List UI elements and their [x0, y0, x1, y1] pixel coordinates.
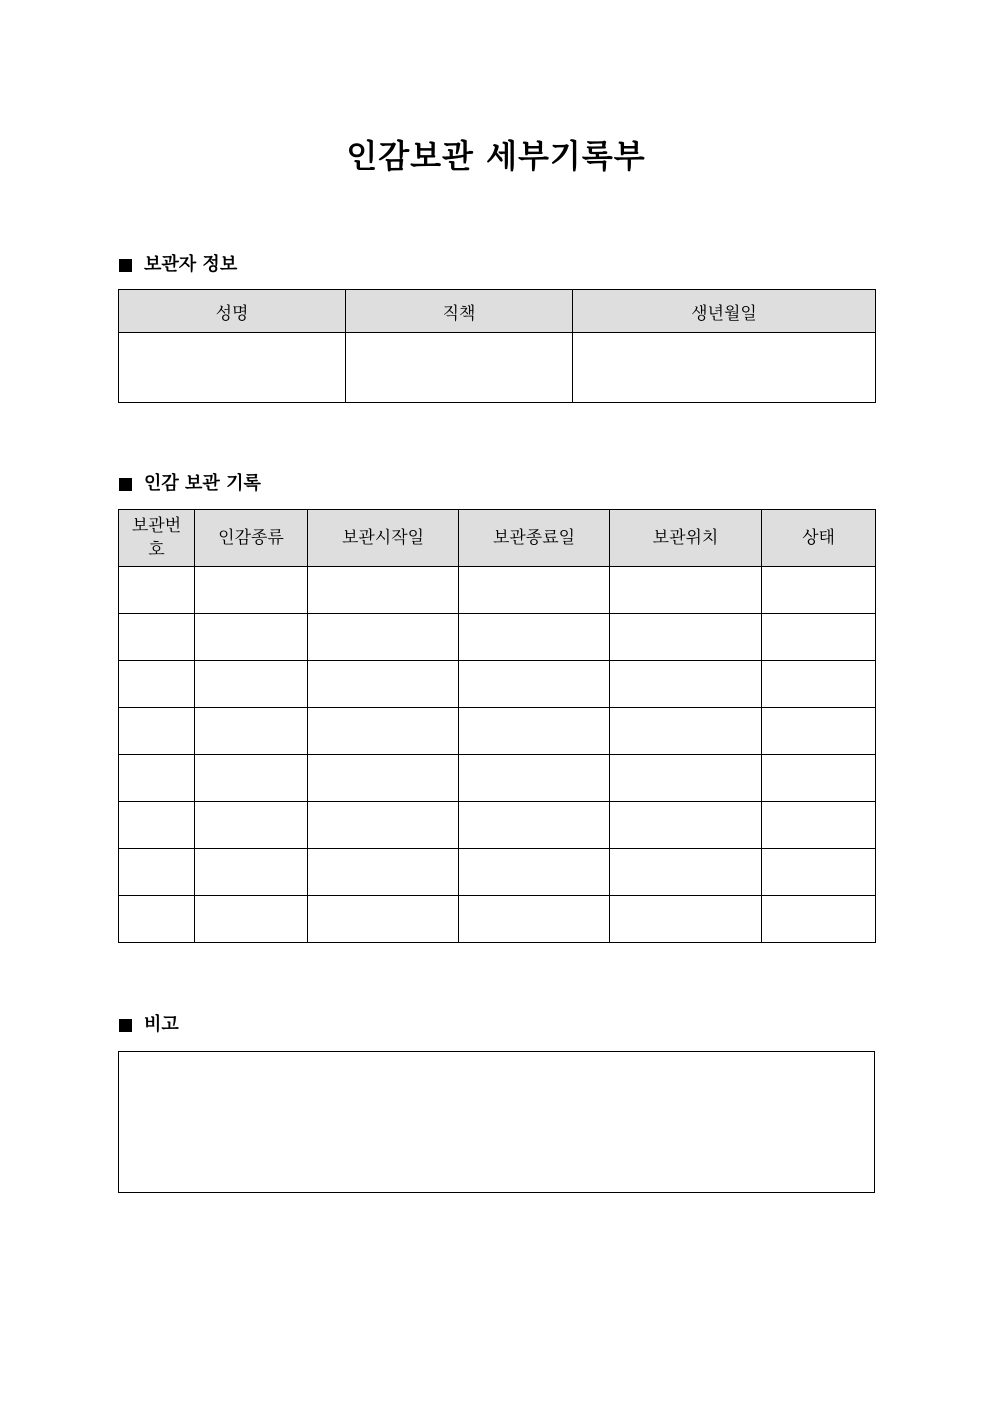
table-row: [119, 567, 876, 614]
header-location: 보관위치: [610, 510, 762, 567]
header-end-date: 보관종료일: [459, 510, 610, 567]
status-cell[interactable]: [762, 755, 876, 802]
seal-type-cell[interactable]: [195, 802, 308, 849]
name-field[interactable]: [119, 333, 346, 403]
start-date-cell[interactable]: [308, 755, 459, 802]
status-cell[interactable]: [762, 849, 876, 896]
record-section-label: 인감 보관 기록: [144, 473, 261, 494]
storage-number-cell[interactable]: [119, 567, 195, 614]
table-row: [119, 661, 876, 708]
seal-record-table: [118, 509, 876, 943]
storage-number-cell[interactable]: [119, 849, 195, 896]
table-row: [119, 755, 876, 802]
table-row: [119, 849, 876, 896]
status-cell[interactable]: [762, 896, 876, 943]
record-header-row: [119, 510, 876, 567]
start-date-cell[interactable]: [308, 802, 459, 849]
table-row: [119, 802, 876, 849]
holder-info-table: [118, 289, 876, 403]
remarks-section-heading: [119, 1013, 179, 1037]
end-date-cell[interactable]: [459, 896, 610, 943]
start-date-cell[interactable]: [308, 614, 459, 661]
status-cell[interactable]: [762, 708, 876, 755]
birthdate-field[interactable]: [573, 333, 876, 403]
record-section-heading: [119, 472, 261, 496]
start-date-cell[interactable]: [308, 896, 459, 943]
location-cell[interactable]: [610, 896, 762, 943]
end-date-cell[interactable]: [459, 802, 610, 849]
start-date-cell[interactable]: [308, 661, 459, 708]
status-cell[interactable]: [762, 661, 876, 708]
header-position: 직책: [346, 290, 573, 333]
header-seal-type: 인감종류: [195, 510, 308, 567]
seal-type-cell[interactable]: [195, 614, 308, 661]
location-cell[interactable]: [610, 567, 762, 614]
square-bullet-icon: [119, 259, 132, 272]
seal-type-cell[interactable]: [195, 896, 308, 943]
location-cell[interactable]: [610, 661, 762, 708]
seal-type-cell[interactable]: [195, 567, 308, 614]
end-date-cell[interactable]: [459, 567, 610, 614]
start-date-cell[interactable]: [308, 849, 459, 896]
remarks-field[interactable]: [118, 1051, 875, 1193]
storage-number-cell[interactable]: [119, 755, 195, 802]
location-cell[interactable]: [610, 802, 762, 849]
document-title: 인감보관 세부기록부: [346, 137, 646, 175]
position-field[interactable]: [346, 333, 573, 403]
table-row: [119, 708, 876, 755]
header-birthdate: 생년월일: [573, 290, 876, 333]
storage-number-cell[interactable]: [119, 614, 195, 661]
seal-type-cell[interactable]: [195, 755, 308, 802]
start-date-cell[interactable]: [308, 708, 459, 755]
storage-number-cell[interactable]: [119, 661, 195, 708]
storage-number-cell[interactable]: [119, 802, 195, 849]
holder-section-label: 보관자 정보: [144, 254, 238, 275]
square-bullet-icon: [119, 478, 132, 491]
status-cell[interactable]: [762, 802, 876, 849]
status-cell[interactable]: [762, 614, 876, 661]
location-cell[interactable]: [610, 708, 762, 755]
seal-type-cell[interactable]: [195, 708, 308, 755]
end-date-cell[interactable]: [459, 849, 610, 896]
status-cell[interactable]: [762, 567, 876, 614]
seal-type-cell[interactable]: [195, 661, 308, 708]
remarks-section-label: 비고: [144, 1014, 179, 1035]
location-cell[interactable]: [610, 614, 762, 661]
holder-input-row: [119, 333, 876, 403]
header-name: 성명: [119, 290, 346, 333]
square-bullet-icon: [119, 1019, 132, 1032]
end-date-cell[interactable]: [459, 614, 610, 661]
header-storage-number: 보관번호: [119, 510, 195, 567]
holder-section-heading: [119, 253, 237, 277]
end-date-cell[interactable]: [459, 708, 610, 755]
header-start-date: 보관시작일: [308, 510, 459, 567]
table-row: [119, 614, 876, 661]
holder-header-row: [119, 290, 876, 333]
location-cell[interactable]: [610, 755, 762, 802]
storage-number-cell[interactable]: [119, 708, 195, 755]
start-date-cell[interactable]: [308, 567, 459, 614]
location-cell[interactable]: [610, 849, 762, 896]
storage-number-cell[interactable]: [119, 896, 195, 943]
seal-type-cell[interactable]: [195, 849, 308, 896]
table-row: [119, 896, 876, 943]
end-date-cell[interactable]: [459, 755, 610, 802]
end-date-cell[interactable]: [459, 661, 610, 708]
header-status: 상태: [762, 510, 876, 567]
